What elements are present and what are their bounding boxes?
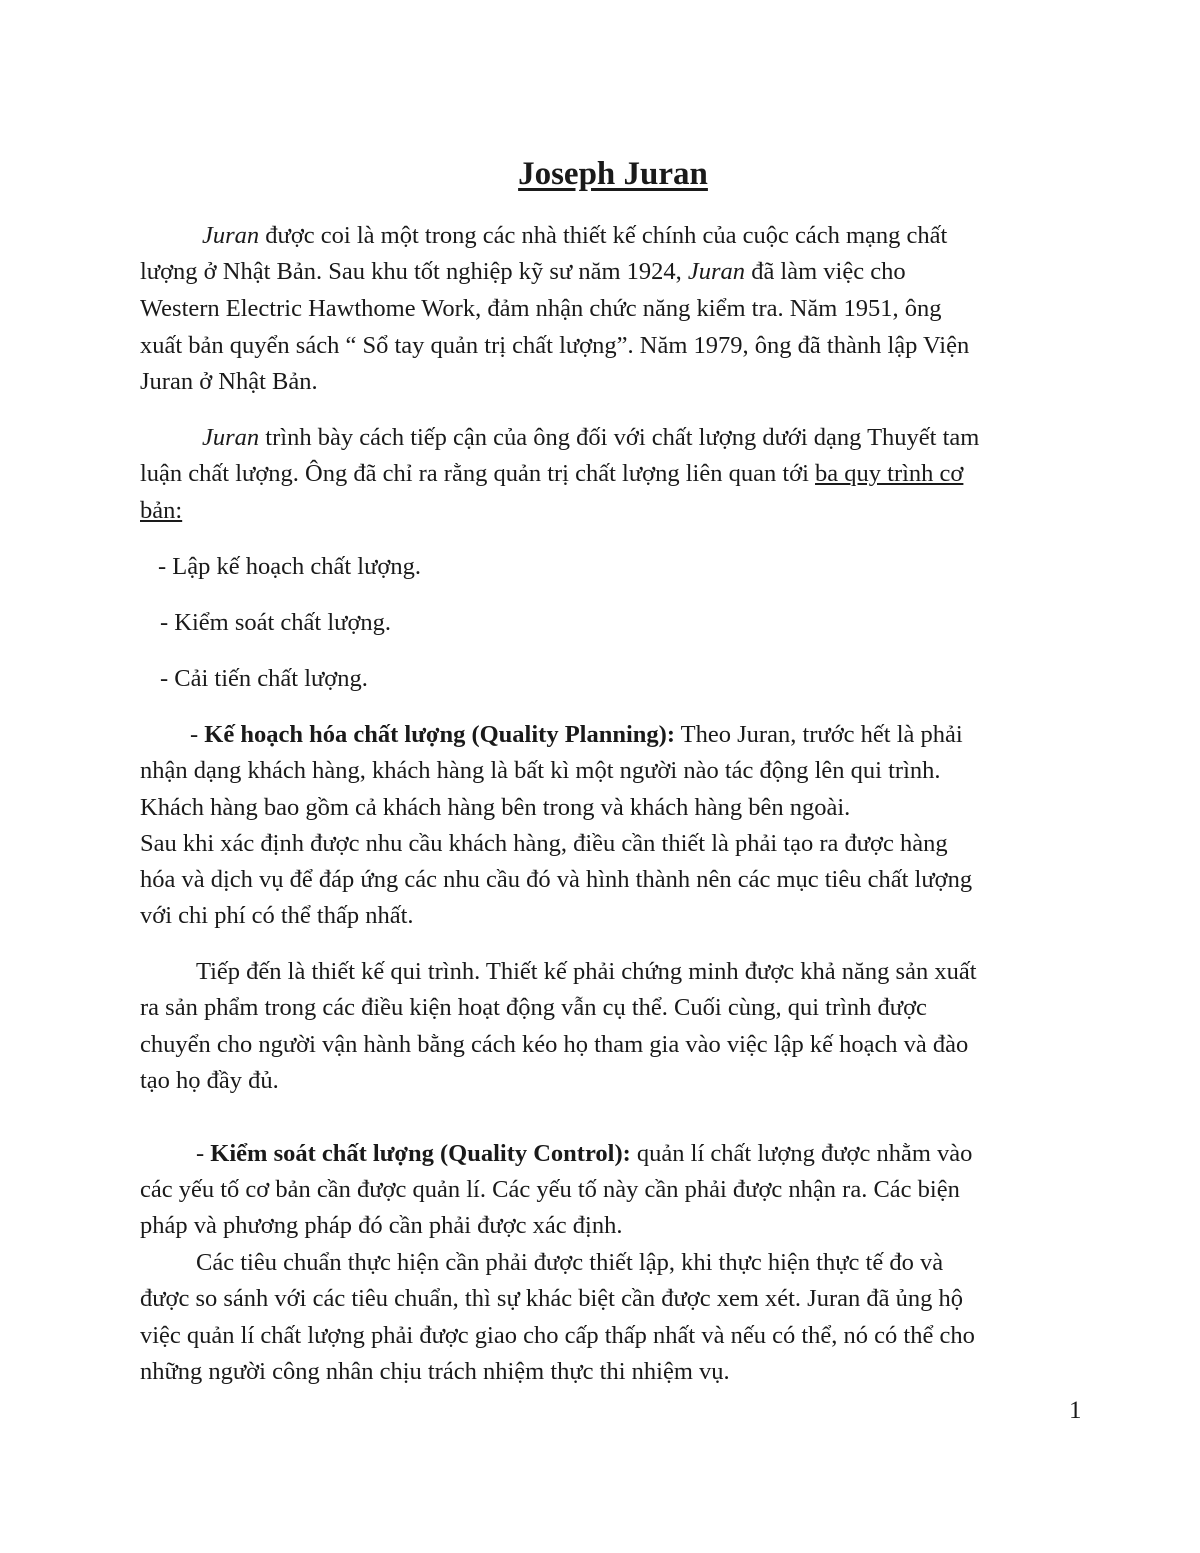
page-number: 1 [1069,1397,1082,1424]
planning-line-1: - Kế hoạch hóa chất lượng (Quality Planning): Theo Juran, trước hết là phải [190,721,963,748]
bullet-item: - Kiểm soát chất lượng. [160,609,392,636]
juran-name: Juran [687,258,746,285]
p1-line-3: Western Electric Hawthome Work, đảm nhận chức năng kiểm tra. Năm 1951, ông [140,295,942,322]
underlined-phrase: bản: [140,497,183,524]
p1-line-5: Juran ở Nhật Bản. [140,368,318,395]
planning-line-3: Khách hàng bao gồm cả khách hàng bên trong và khách hàng bên ngoài. [140,794,851,821]
document-title: Joseph Juran [518,156,708,192]
p2-line-3 [140,497,182,525]
p2-line-1: Juran trình bày cách tiếp cận của ông đối với chất lượng dưới dạng Thuyết tam [202,424,980,451]
standards-line-3: việc quản lí chất lượng phải được giao cho cấp thấp nhất và nếu có thể, nó có thể cho [140,1322,975,1349]
control-line-3: pháp và phương pháp đó cần phải được xác định. [140,1212,623,1239]
design-line-1: Tiếp đến là thiết kế qui trình. Thiết kế phải chứng minh được khả năng sản xuất [196,958,977,985]
p1-line-2: lượng ở Nhật Bản. Sau khu tốt nghiệp kỹ sư năm 1924, Juran đã làm việc cho [140,258,906,285]
standards-line-4: những người công nhân chịu trách nhiệm thực thi nhiệm vụ. [140,1358,730,1385]
control-line-2: các yếu tố cơ bản cần được quản lí. Các yếu tố này cần phải được nhận ra. Các biện [140,1176,960,1203]
bullet-item: - Lập kế hoạch chất lượng. [158,553,421,580]
design-line-4: tạo họ đầy đủ. [140,1067,279,1094]
planning-line-4: Sau khi xác định được nhu cầu khách hàng, điều cần thiết là phải tạo ra được hàng [140,830,948,857]
underlined-phrase: ba quy trình cơ [815,460,964,487]
p1-line-1: Juran được coi là một trong các nhà thiết kế chính của cuộc cách mạng chất [202,222,948,249]
juran-name: Juran [202,424,260,451]
p2-line-2: luận chất lượng. Ông đã chỉ ra rằng quản trị chất lượng liên quan tới ba quy trình cơ [140,460,964,487]
bullet-item: - Cải tiến chất lượng. [160,665,368,692]
standards-line-2: được so sánh với các tiêu chuẩn, thì sự khác biệt cần được xem xét. Juran đã ủng hộ [140,1285,963,1312]
planning-line-6: với chi phí có thể thấp nhất. [140,902,414,929]
control-line-1: - Kiểm soát chất lượng (Quality Control): quản lí chất lượng được nhằm vào [196,1140,973,1167]
planning-line-5: hóa và dịch vụ để đáp ứng các nhu cầu đó và hình thành nên các mục tiêu chất lượng [140,866,973,893]
planning-line-2: nhận dạng khách hàng, khách hàng là bất kì một người nào tác động lên qui trình. [140,757,941,784]
juran-name: Juran [202,222,260,249]
planning-heading: Kế hoạch hóa chất lượng (Quality Planning): [204,721,675,748]
design-line-3: chuyển cho người vận hành bằng cách kéo họ tham gia vào việc lập kế hoạch và đào [140,1031,969,1058]
standards-line-1: Các tiêu chuẩn thực hiện cần phải được thiết lập, khi thực hiện thực tế đo và [196,1249,944,1276]
design-line-2: ra sản phẩm trong các điều kiện hoạt động vẫn cụ thể. Cuối cùng, qui trình được [140,994,927,1021]
control-heading: Kiểm soát chất lượng (Quality Control): [210,1140,631,1167]
p1-line-4: xuất bản quyển sách “ Sổ tay quản trị chất lượng”. Năm 1979, ông đã thành lập Viện [140,332,970,359]
